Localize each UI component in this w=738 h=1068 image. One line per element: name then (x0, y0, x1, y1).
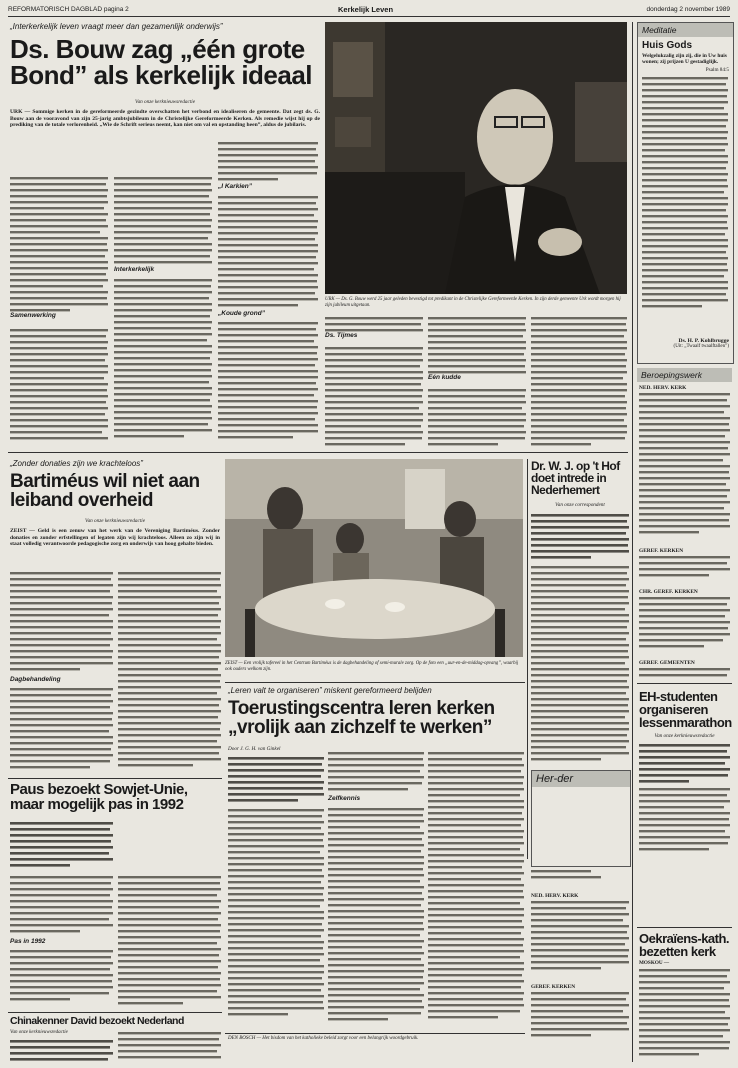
lead-column-5 (428, 315, 526, 450)
lead-subhead-4: „Koude grond” (218, 310, 265, 317)
text-lines (10, 570, 113, 775)
masthead-date: donderdag 2 november 1989 (646, 6, 730, 13)
lead-subhead-1: Samenwerking (10, 312, 56, 319)
paus-column-1 (10, 820, 113, 1010)
masthead (8, 4, 730, 17)
zeist-photo-caption: ZEIST — Een vrolijk tafereel in het Centrum Bartiméus is de dagbehandeling of semi-murale zorg. Op de foto een „uur-en-de-middag-opvang”, waarbij ook ouders welkom zijn. (225, 661, 519, 672)
zeist-lede: ZEIST — Geld is een zenuw van het werk van de Vereniging Bartiméus. Zonder donaties en zonder erfstellingen of legaten zijn wij krachteloos. Alleen zo zijn wij in staat volledig verantwoorde pedagogische zorg en onderwijs van hoog gehalte bieden. (10, 528, 220, 548)
chinakenner-column-2 (118, 1030, 221, 1066)
lead-subhead-5: Ds. Tijmes (325, 332, 358, 339)
lead-photo-caption: URK — Ds. G. Bouw werd 25 jaar geleden bevestigd tot predikant in de Christelijke Gereformeerde Kerken. In zijn derde gemeente Urk wordt morgen hij zijn jubileum uitgetaan. (325, 297, 621, 308)
text-lines (428, 315, 526, 450)
eh-body (639, 742, 730, 857)
lead-kicker: „Interkerkelijk leven vraagt meer dan gezamenlijk onderwijs” (10, 22, 223, 31)
column-divider (527, 459, 528, 859)
toerusting-headline: Toerustingscentra leren kerken „vrolijk aan zichzelf te werken” (228, 698, 495, 738)
her-der-header: Her-der (532, 771, 630, 787)
text-lines (10, 1038, 113, 1066)
chinakenner-column-1 (10, 1038, 113, 1066)
text-lines (531, 512, 629, 767)
her-der-section-2: GEREF. KERKEN (531, 984, 576, 990)
meditatie-ref: Psalm 84:5 (705, 66, 729, 73)
text-lines (114, 175, 212, 445)
zeist-byline: Van onze kerknieuwsredactie (84, 518, 146, 524)
text-lines (531, 868, 629, 888)
sidebar-divider (637, 683, 732, 684)
meditatie-signature-sub: (Uit: „Twaalf twaalftallen”) (673, 343, 729, 349)
toerusting-byline: Door J. G. H. van Ginkel (228, 746, 281, 752)
masthead-paper: REFORMATORISCH DAGBLAD pagina 2 (8, 6, 129, 13)
text-lines (531, 315, 627, 450)
lead-subhead-3: „I Karkien” (218, 183, 252, 190)
zeist-photo (225, 459, 523, 657)
lead-column-2 (114, 175, 212, 445)
text-lines (531, 899, 629, 979)
section-divider (8, 452, 628, 453)
meditatie-header: Meditatie (638, 23, 733, 37)
nederhemert-headline: Dr. W. J. op 't Hof doet intrede in Nederhemert (531, 459, 620, 497)
lead-subhead-2: Interkerkelijk (114, 266, 155, 273)
section-divider (8, 1012, 222, 1013)
text-lines (328, 750, 424, 1030)
text-lines (531, 990, 629, 1050)
lead-column-6 (531, 315, 627, 450)
text-lines (428, 750, 524, 1030)
lead-subhead-6: Eén kudde (428, 374, 461, 381)
okrains-body (639, 967, 730, 1062)
lead-headline: Ds. Bouw zag „één grote Bond” als kerkelijk ideaal (10, 34, 313, 90)
lead-photo-ds-bouw (325, 22, 627, 294)
beroepingswerk-body (639, 385, 730, 680)
zeist-column-1 (10, 570, 113, 775)
toerusting-column-2 (328, 750, 424, 1030)
lead-byline: Van onze kerknieuwsredactie (134, 99, 196, 105)
text-lines (10, 820, 113, 1010)
section-divider (8, 778, 222, 779)
paus-column-2 (118, 820, 221, 1010)
toerusting-footer: DEN BOSCH — Het bisdom van het katholieke beleid zorgt voor een belangrijk woordgebruik. (228, 1036, 419, 1041)
paus-subhead: Pas in 1992 (10, 938, 46, 945)
beroepingswerk-section-3: CHR. GEREF. KERKEN (639, 589, 698, 595)
beroepingswerk-section-2: GEREF. KERKEN (639, 548, 684, 554)
eh-byline: Van onze kerknieuwsredactie (654, 733, 715, 739)
meditatie-intro: Welgelukzalig zijn zij, die in Uw huis wonen; zij prijzen U gestadiglijk. (642, 53, 727, 66)
sidebar-divider (637, 927, 732, 928)
zeist-kicker: „Zonder donaties zijn we krachteloos” (10, 459, 143, 468)
section-divider (225, 1033, 525, 1034)
text-lines (228, 755, 324, 1030)
text-lines (118, 1030, 221, 1066)
text-lines (639, 595, 730, 655)
toerusting-column-1 (228, 755, 324, 1030)
masthead-section: Kerkelijk Leven (338, 5, 394, 14)
eh-headline: EH-studenten organiseren lessenmarathon (639, 689, 732, 730)
beroepingswerk-section-1: NED. HERV. KERK (639, 385, 687, 391)
zeist-subhead: Dagbehandeling (10, 676, 61, 683)
section-divider (225, 682, 525, 683)
beroepingswerk-section-4: GEREF. GEMEENTEN (639, 660, 695, 666)
okrains-dateline: MOSKOU — (639, 960, 670, 966)
text-lines (639, 742, 730, 857)
zeist-column-2 (118, 570, 221, 775)
okrains-headline: Oekraïens-kath. bezetten kerk (639, 931, 730, 959)
text-lines (10, 175, 108, 445)
text-lines (639, 391, 730, 541)
her-der-box (531, 770, 631, 867)
text-lines (118, 820, 221, 1010)
meditatie-box (637, 22, 734, 364)
text-lines (118, 570, 221, 775)
lead-column-1 (10, 175, 108, 445)
nederhemert-byline: Van onze correspondent (555, 502, 605, 508)
paus-headline: Paus bezoekt Sowjet-Unie, maar mogelijk pas in 1992 (10, 781, 188, 813)
portrait-photo (325, 22, 627, 294)
group-photo (225, 459, 523, 657)
nederhemert-body (531, 512, 629, 767)
column-divider (632, 22, 633, 1062)
toerusting-column-3 (428, 750, 524, 1030)
meditatie-title: Huis Gods (642, 40, 693, 51)
text-lines (639, 554, 730, 584)
chinakenner-byline: Van onze kerknieuwsredactie (10, 1030, 68, 1035)
text-lines (639, 967, 730, 1062)
toerusting-subhead: Zelfkennis (328, 795, 361, 802)
chinakenner-headline: Chinakenner David bezoekt Nederland (10, 1015, 184, 1027)
text-lines (642, 75, 728, 333)
meditatie-signature: Ds. H. P. Kohlbrugge (678, 337, 729, 344)
zeist-headline: Bartiméus wil niet aan leiband overheid (10, 471, 200, 511)
toerusting-kicker: „Leren valt te organiseren” miskent gereformeerd belijden (228, 686, 432, 695)
her-der-body (531, 868, 629, 1058)
beroepingswerk-header: Beroepingswerk (637, 368, 732, 382)
her-der-section-1: NED. HERV. KERK (531, 893, 579, 899)
text-lines (639, 666, 730, 680)
lead-lede: URK — Sommige kerken in de gereformeerde gezindte overschatten het verbond en idealiseren de gemeente. Dat zegt ds. G. Bouw aan de vooravond van zijn 25-jarig ambtsjubileum in de Christelijke Gereformeerde Kerken. Als remedie wijst hij op de prediking van de totale verlorenheid. „Wie de Schrift serieus neemt, kan niet om val en opstanding heen”, aldus de jubilaris. (10, 109, 320, 129)
